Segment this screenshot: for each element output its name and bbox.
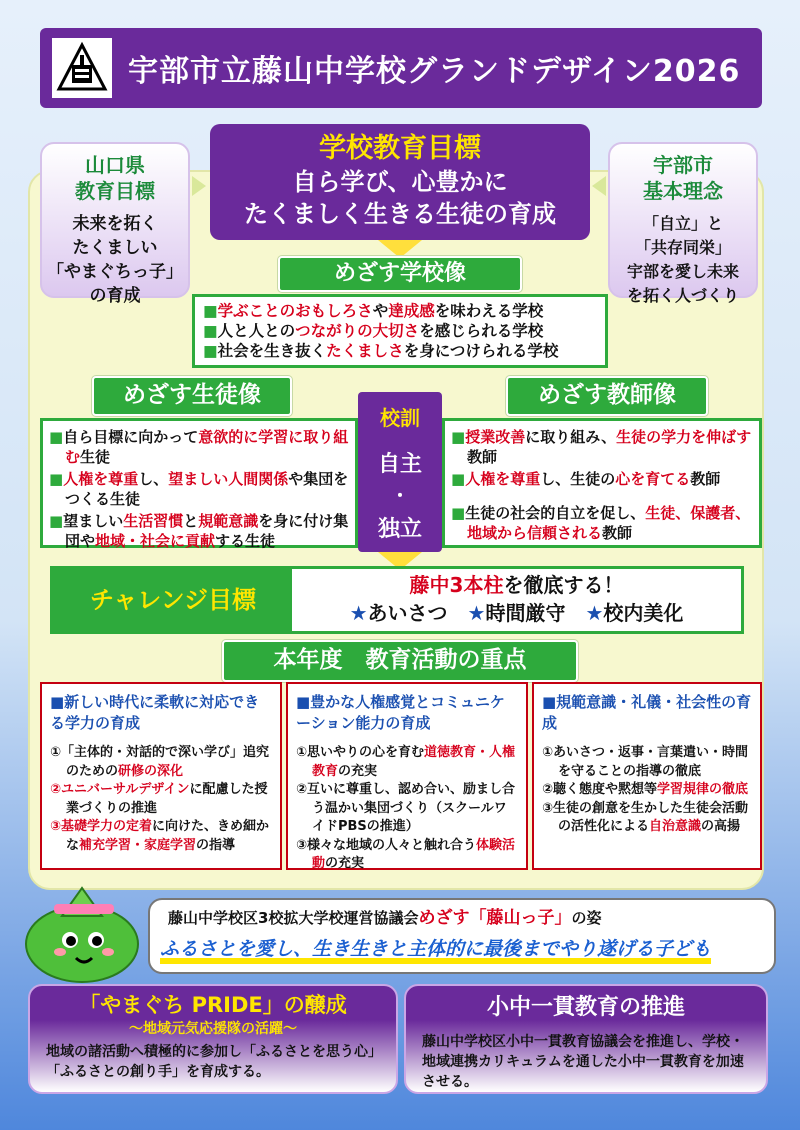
teacher-image-box <box>442 418 762 548</box>
challenge-heading: 藤中3本柱を徹底する！ <box>409 573 624 597</box>
teacher-item-1: ■授業改善に取り組み、生徒の学力を伸ばす教師 <box>451 428 752 466</box>
city-line-2: 「共存同栄」 <box>634 238 731 257</box>
city-line-4: を拓く人づくり <box>626 286 739 305</box>
unified-education-box <box>404 984 768 1094</box>
council-heading: 藤山中学校区3校拡大学校運営協議会めざす「藤山っ子」の姿 <box>168 908 602 928</box>
city-heading-2: 基本理念 <box>643 179 723 203</box>
focus-col1-item-3: ③基礎学力の定着に向けた、きめ細かな補充学習・家庭学習の指導 <box>50 819 270 853</box>
focus-col2-item-3: ③様々な地域の人々と触れ合う体験活動の充実 <box>296 837 516 871</box>
motto-word-1: 自主 <box>377 452 422 477</box>
mascot-icon <box>10 882 160 986</box>
school-education-goal <box>210 124 590 240</box>
focus-column-1 <box>40 682 282 870</box>
pride-title: 「やまぐち PRIDE」の醸成 <box>79 993 347 1017</box>
council-slogan: ふるさとを愛し、生き生きと主体的に最後までやり遂げる子ども <box>160 938 712 960</box>
student-image-label: めざす生徒像 <box>92 376 292 416</box>
city-line-3: 宇部を愛し未来 <box>626 262 739 281</box>
school-motto <box>358 392 442 552</box>
focus-col3-item-3: ③生徒の創意を生かした生徒会活動の活性化による自治意識の高揚 <box>542 800 749 834</box>
prefecture-heading-1: 山口県 <box>85 153 145 177</box>
prefecture-heading-2: 教育目標 <box>75 179 155 203</box>
yamaguchi-pride-box <box>28 984 398 1094</box>
student-item-2: ■人権を尊重し、望ましい人間関係や集団をつくる生徒 <box>49 470 349 508</box>
focus-col3-item-1: ①あいさつ・返事・言葉遣い・時間を守ることの指導の徹底 <box>542 745 749 779</box>
student-item-3: ■望ましい生活習慣と規範意識を身に付け集団や地域・社会に貢献する生徒 <box>49 512 349 550</box>
school-image-item-3: ■社会を生き抜くたくましさを身につけられる学校 <box>203 342 559 360</box>
star-icon: ★ <box>349 601 368 625</box>
city-principle-box <box>608 142 758 305</box>
motto-dot: ・ <box>391 486 409 507</box>
pride-subtitle: ～地域元気応援隊の活躍～ <box>129 1021 297 1037</box>
teacher-item-2: ■人権を尊重し、生徒の心を育てる教師 <box>451 470 721 488</box>
focus-col2-heading: ■豊かな人権感覚とコミュニケーション能力の育成 <box>296 693 505 732</box>
focus-column-2 <box>286 682 528 870</box>
student-item-1: ■自ら目標に向かって意欲的に学習に取り組む生徒 <box>49 428 349 466</box>
focus-column-3 <box>532 682 762 870</box>
prefecture-line-4: の育成 <box>89 286 141 306</box>
school-image-item-1: ■学ぶことのおもしろさや達成感を味わえる学校 <box>203 302 544 320</box>
focus-col1-item-2: ②ユニバーサルデザインに配慮した授業づくりの推進 <box>50 782 268 816</box>
goal-heading: 学校教育目標 <box>319 133 481 164</box>
arrow-right-icon <box>192 176 206 196</box>
header-banner <box>40 28 762 108</box>
prefecture-line-2: たくましい <box>72 238 158 258</box>
city-heading-1: 宇部市 <box>653 153 713 177</box>
teacher-item-3: ■生徒の社会的自立を促し、生徒、保護者、地域から信頼される教師 <box>451 504 751 542</box>
focus-col1-heading: ■新しい時代に柔軟に対応できる学力の育成 <box>50 693 260 732</box>
school-image-box <box>192 294 608 368</box>
challenge-label: チャレンジ目標 <box>89 586 257 614</box>
council-bubble <box>148 898 776 974</box>
focus-col3-heading: ■規範意識・礼儀・社会性の育成 <box>542 693 752 732</box>
focus-col2-item-2: ②互いに尊重し、認め合い、励まし合う温かい集団づくり（スクールワイドPBSの推進） <box>296 782 516 834</box>
challenge-pillars: ★あいさつ ★時間厳守 ★校内美化 <box>349 601 684 625</box>
page-title: 宇部市立藤山中学校グランドデザイン2026 <box>128 54 741 89</box>
focus-col3-item-2: ②聴く態度や黙想等学習規律の徹底 <box>542 782 749 797</box>
city-line-1: 「自立」と <box>642 214 723 233</box>
motto-word-2: 独立 <box>377 517 422 542</box>
focus-label: 本年度 教育活動の重点 <box>222 640 578 682</box>
pride-body: 地域の諸活動へ積極的に参加し「ふるさとを思う心」「ふるさとの創り手」を育成する。 <box>46 1044 382 1080</box>
prefecture-line-3: 「やまぐちっ子」 <box>47 262 183 282</box>
prefecture-line-1: 未来を拓く <box>72 214 158 234</box>
star-icon: ★ <box>467 601 486 625</box>
school-image-item-2: ■人と人とのつながりの大切さを感じられる学校 <box>203 322 544 340</box>
goal-line-1: 自ら学び、心豊かに <box>292 168 508 196</box>
teacher-image-label: めざす教師像 <box>506 376 708 416</box>
arrow-left-icon <box>592 176 606 196</box>
unified-body: 藤山中学校区小中一貫教育協議会を推進し、学校・地域連携カリキュラムを通した小中一貫教育を加速させる。 <box>422 1034 744 1090</box>
motto-label: 校訓 <box>380 406 420 430</box>
star-icon: ★ <box>585 601 604 625</box>
school-emblem-icon <box>52 38 112 98</box>
school-image-label: めざす学校像 <box>278 256 522 292</box>
goal-line-2: たくましく生きる生徒の育成 <box>244 200 556 228</box>
prefecture-goal-box <box>40 142 190 306</box>
focus-col1-item-1: ①「主体的・対話的で深い学び」追究のための研修の深化 <box>50 745 270 779</box>
focus-col2-item-1: ①思いやりの心を育む道徳教育・人権教育の充実 <box>296 745 516 779</box>
challenge-content <box>292 569 741 631</box>
student-image-box <box>40 418 358 548</box>
unified-title: 小中一貫教育の推進 <box>486 995 685 1020</box>
